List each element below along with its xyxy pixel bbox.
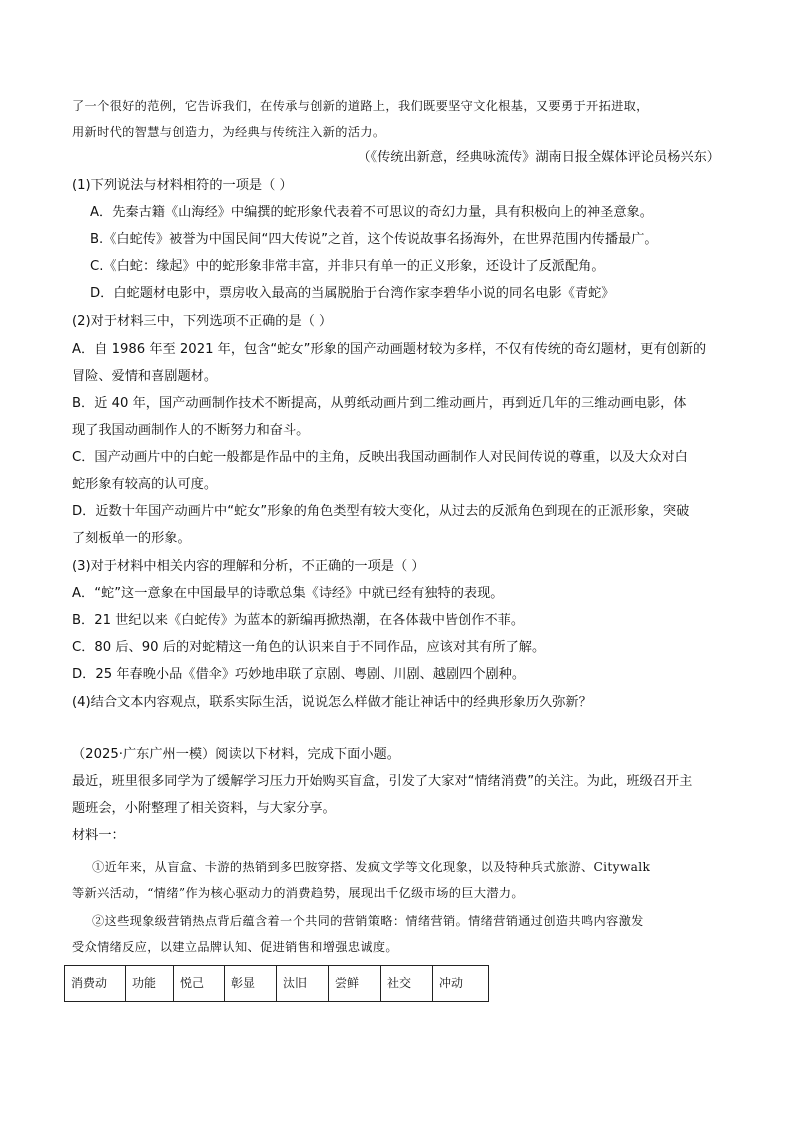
table-cell: 消费动 bbox=[65, 966, 126, 1002]
table-cell: 功能 bbox=[126, 966, 174, 1002]
question-stem: (2)对于材料三中，下列选项不正确的是（ ） bbox=[72, 314, 333, 329]
table-row bbox=[65, 966, 489, 1002]
option-a: A．先秦古籍《山海经》中编撰的蛇形象代表着不可思议的奇幻力量，具有积极向上的神圣意象。 bbox=[90, 205, 653, 220]
option-a: A．自 1986 年至 2021 年，包含“蛇女”形象的国产动画题材较为多样，不仅有传统的奇幻题材，更有创新的 bbox=[72, 342, 707, 357]
option-c: C．80 后、90 后的对蛇精这一角色的认识来自于不同作品，应该对其有所了解。 bbox=[72, 640, 546, 655]
option-b: B.《白蛇传》被誉为中国民间“四大传说”之首，这个传说故事名扬海外，在世界范围内传播最广。 bbox=[90, 232, 658, 247]
passage-line: 用新时代的智慧与创造力，为经典与传统注入新的活力。 bbox=[72, 125, 386, 139]
option-c-cont: 蛇形象有较高的认可度。 bbox=[72, 477, 218, 492]
consumption-table bbox=[64, 965, 489, 1002]
option-b: B．近 40 年，国产动画制作技术不断提高，从剪纸动画片到二维动画片，再到近几年的三维动画电影，体 bbox=[72, 396, 687, 411]
question-stem: (3)对于材料中相关内容的理解和分析，不正确的一项是（ ） bbox=[72, 559, 425, 574]
material-line: 等新兴活动，“情绪”作为核心驱动力的消费趋势，展现出千亿级市场的巨大潜力。 bbox=[72, 886, 524, 900]
option-d: D．25 年春晚小品《借伞》巧妙地串联了京剧、粤剧、川剧、越剧四个剧种。 bbox=[72, 667, 526, 682]
paragraph-line: 最近，班里很多同学为了缓解学习压力开始购买盲盒，引发了大家对“情绪消费”的关注。为此，班级召开主 bbox=[72, 774, 693, 789]
source-citation: （《传统出新意，经典咏流传》湖南日报全媒体评论员杨兴东） bbox=[357, 150, 720, 165]
material-line: ①近年来，从盲盒、卡游的热销到多巴胺穿搭、发疯文学等文化现象，以及特种兵式旅游、Citywalk bbox=[92, 860, 651, 874]
option-b-cont: 现了我国动画制作人的不断努力和奋斗。 bbox=[72, 423, 310, 438]
table-cell: 冲动 bbox=[433, 966, 489, 1002]
table-cell: 社交 bbox=[381, 966, 433, 1002]
question-stem: (4)结合文本内容观点，联系实际生活，说说怎么样做才能让神话中的经典形象历久弥新？ bbox=[72, 695, 592, 710]
option-d: D．近数十年国产动画片中“蛇女”形象的角色类型有较大变化，从过去的反派角色到现在的正派形象，突破 bbox=[72, 504, 690, 519]
passage-line: 了一个很好的范例，它告诉我们，在传承与创新的道路上，我们既要坚守文化根基，又要勇于开拓进取， bbox=[72, 99, 649, 113]
section-intro: （2025·广东广州一模）阅读以下材料，完成下面小题。 bbox=[72, 747, 400, 762]
option-c: C.《白蛇：缘起》中的蛇形象非常丰富，并非只有单一的正义形象，还设计了反派配角。 bbox=[90, 259, 605, 274]
material-line: ②这些现象级营销热点背后蕴含着一个共同的营销策略：情绪营销。情绪营销通过创造共鸣内容激发 bbox=[92, 914, 644, 928]
material-label: 材料一： bbox=[72, 828, 125, 843]
table-cell: 汰旧 bbox=[277, 966, 329, 1002]
table-cell: 尝鲜 bbox=[329, 966, 381, 1002]
table-cell: 彰显 bbox=[225, 966, 277, 1002]
material-line: 受众情绪反应，以建立品牌认知、促进销售和增强忠诚度。 bbox=[72, 940, 398, 954]
option-d-cont: 了刻板单一的形象。 bbox=[72, 531, 191, 546]
option-b: B．21 世纪以来《白蛇传》为蓝本的新编再掀热潮，在各体裁中皆创作不菲。 bbox=[72, 613, 525, 628]
option-a-cont: 冒险、爱情和喜剧题材。 bbox=[72, 369, 218, 384]
option-c: C．国产动画片中的白蛇一般都是作品中的主角，反映出我国动画制作人对民间传说的尊重，以及大众对白 bbox=[72, 450, 688, 465]
option-d: D．白蛇题材电影中，票房收入最高的当属脱胎于台湾作家李碧华小说的同名电影《青蛇》 bbox=[90, 286, 615, 301]
table-cell: 悦己 bbox=[174, 966, 225, 1002]
paragraph-line: 题班会，小附整理了相关资料，与大家分享。 bbox=[72, 801, 336, 816]
option-a: A．“蛇”这一意象在中国最早的诗歌总集《诗经》中就已经有独特的表现。 bbox=[72, 586, 504, 601]
question-stem: (1)下列说法与材料相符的一项是（ ） bbox=[72, 178, 293, 193]
